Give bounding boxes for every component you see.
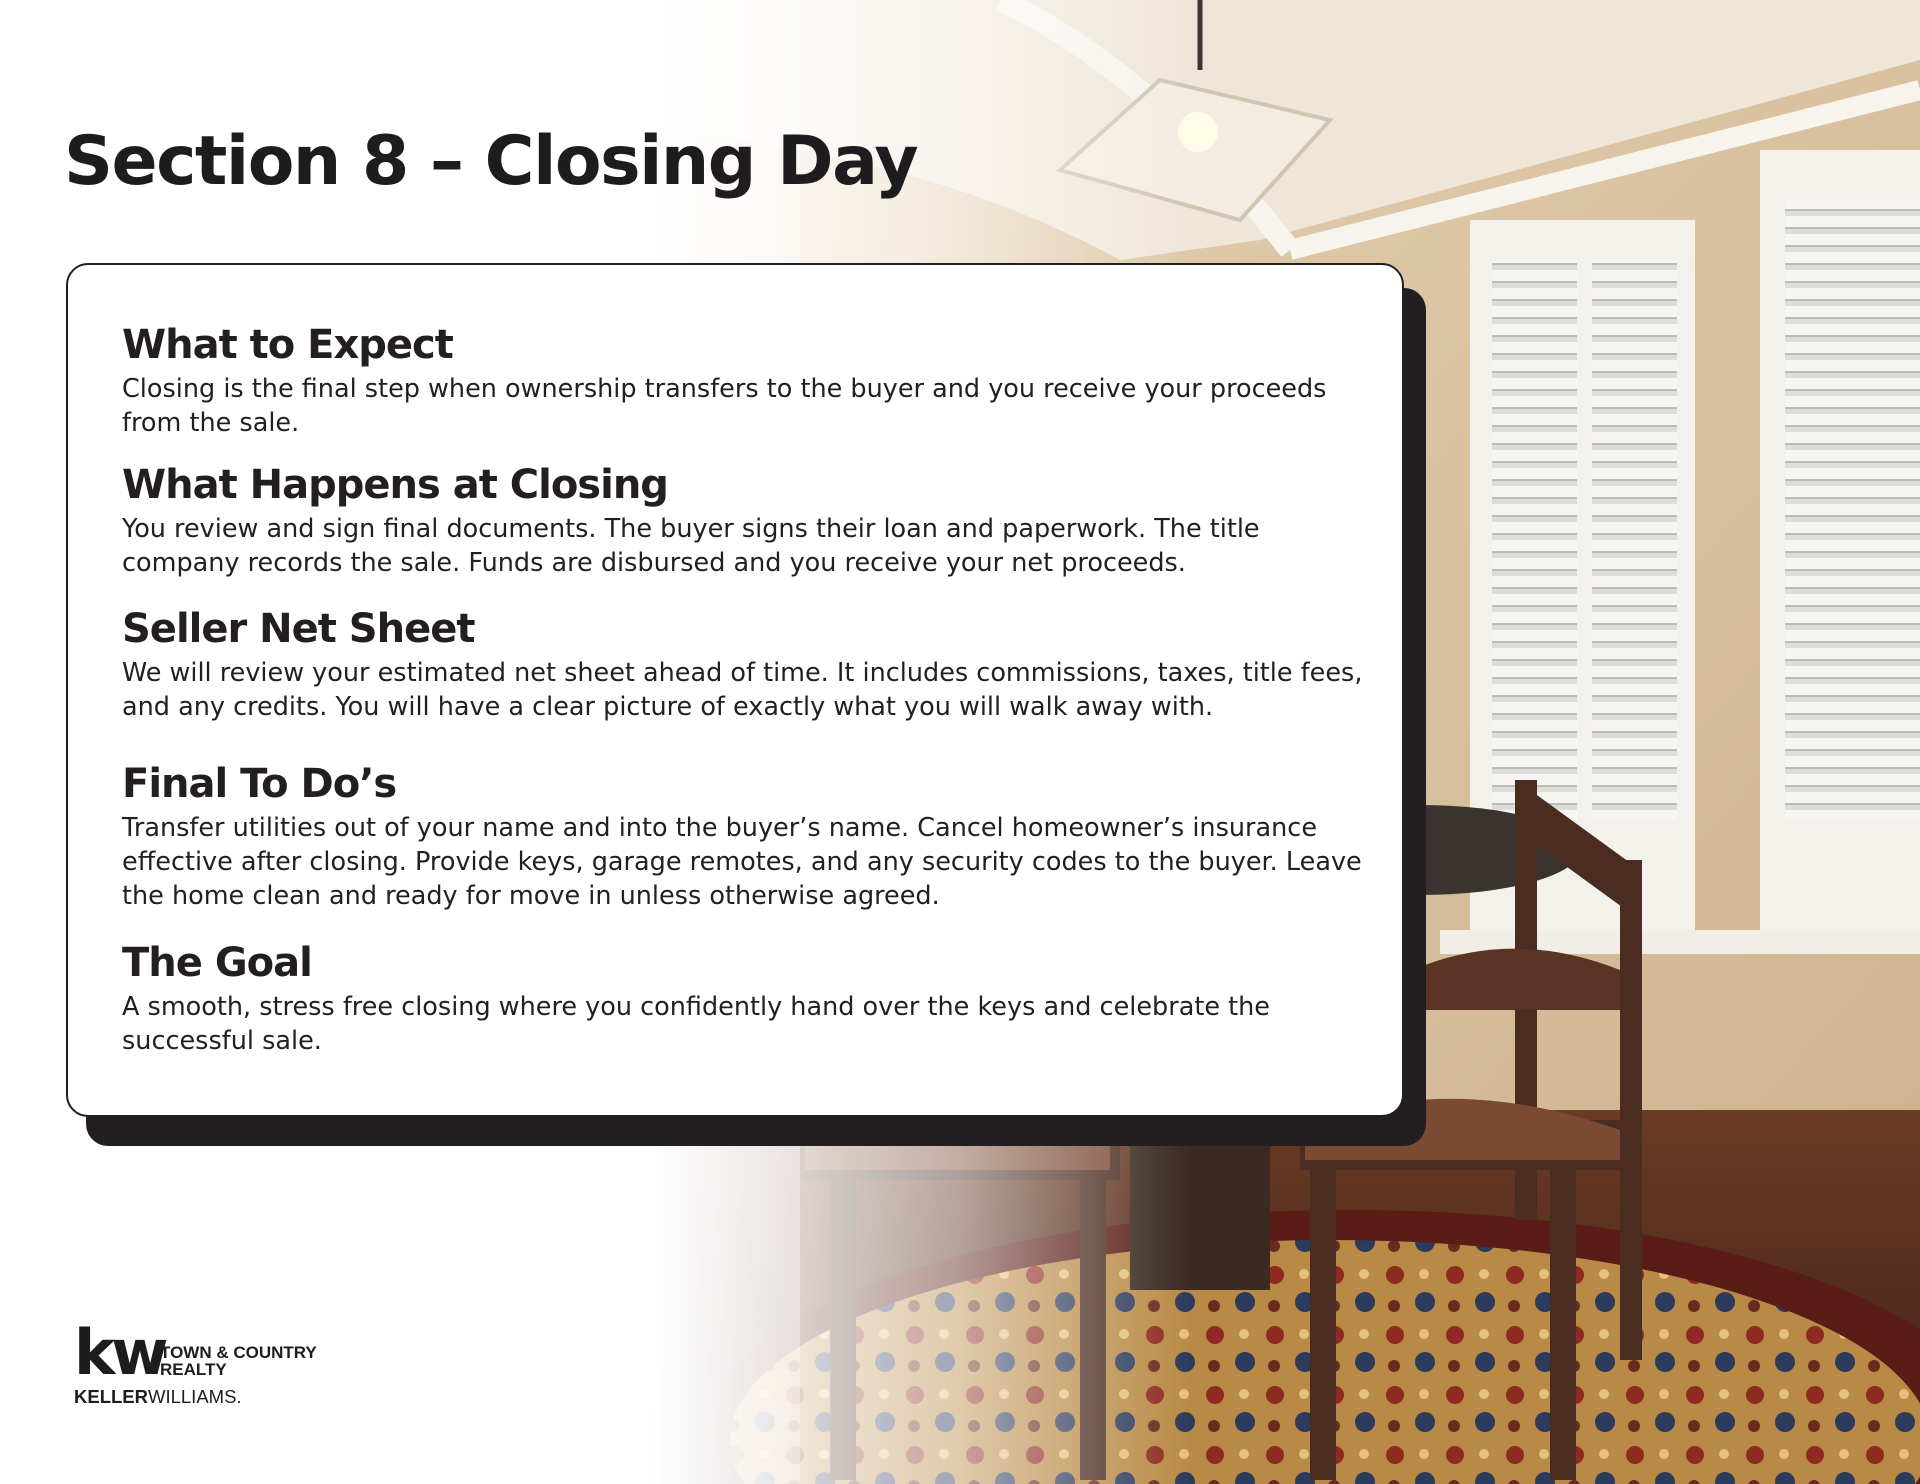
office-name — [160, 1344, 317, 1378]
section-body: You review and sign final documents. The buyer signs their loan and paperwork. The title company records the sale. Funds are disbursed and you receive your net proceeds. — [122, 514, 1260, 578]
page-title: Section 8 – Closing Day — [64, 122, 918, 201]
section-final-to-dos — [122, 759, 1372, 913]
section-what-to-expect — [122, 320, 1372, 440]
office-name-line1: TOWN & COUNTRY — [160, 1343, 317, 1362]
kw-logo-mark: kw — [74, 1316, 165, 1389]
brand-name — [74, 1388, 242, 1407]
section-body: Transfer utilities out of your name and into the buyer’s name. Cancel homeowner’s insurance effective after closing. Provide keys, garage remotes, and any security codes to the buyer. Leave the home clean and ready for move in unless otherwise agreed. — [122, 813, 1362, 911]
section-body: A smooth, stress free closing where you confidently hand over the keys and celebrate the successful sale. — [122, 992, 1270, 1056]
section-heading: Seller Net Sheet — [122, 606, 475, 652]
section-the-goal — [122, 938, 1372, 1058]
keller-williams-logo — [74, 1316, 334, 1412]
section-heading: The Goal — [122, 940, 312, 986]
section-body: We will review your estimated net sheet ahead of time. It includes commissions, taxes, title fees, and any credits. You will have a clear picture of exactly what you will walk away with. — [122, 658, 1363, 722]
content-card — [66, 263, 1404, 1117]
brand-name-bold: KELLER — [74, 1386, 148, 1407]
section-heading: Final To Do’s — [122, 761, 397, 807]
section-heading: What Happens at Closing — [122, 462, 668, 508]
office-name-line2: REALTY — [160, 1360, 227, 1379]
section-what-happens-at-closing — [122, 460, 1372, 580]
brand-name-regular: WILLIAMS. — [148, 1386, 242, 1407]
section-heading: What to Expect — [122, 322, 453, 368]
section-seller-net-sheet — [122, 604, 1372, 724]
section-body: Closing is the final step when ownership transfers to the buyer and you receive your proceeds from the sale. — [122, 374, 1327, 438]
